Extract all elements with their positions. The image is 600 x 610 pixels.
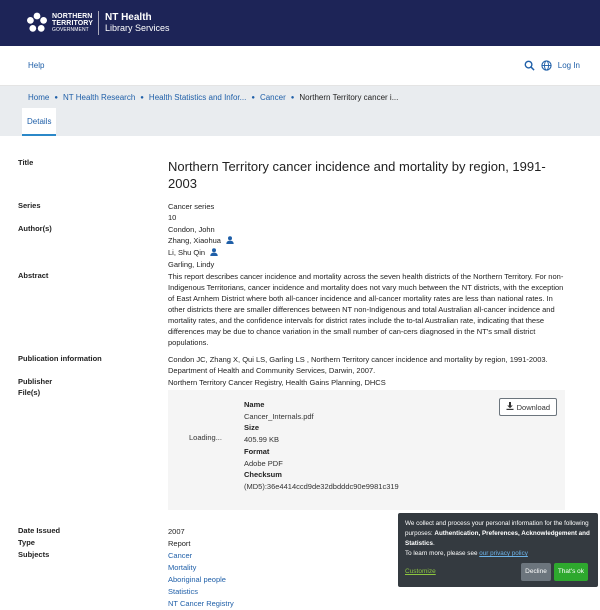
breadcrumb-cancer[interactable]: Cancer bbox=[259, 93, 286, 102]
cookie-privacy-line bbox=[405, 549, 591, 559]
series-value bbox=[168, 201, 214, 223]
brand-subtitle: Library Services bbox=[104, 23, 170, 33]
subject-link[interactable]: Cancer bbox=[168, 551, 193, 560]
breadcrumb-separator: ● bbox=[140, 94, 144, 101]
date-issued-value: 2007 bbox=[168, 527, 185, 536]
help-link[interactable]: Help bbox=[28, 61, 45, 70]
file-size: 405.99 KB bbox=[244, 435, 280, 445]
customize-link[interactable]: Customize bbox=[405, 568, 436, 575]
cookie-consent-banner bbox=[398, 513, 598, 587]
subject-link[interactable]: Mortality bbox=[168, 563, 197, 572]
site-brand[interactable] bbox=[105, 12, 170, 34]
abstract-label: Abstract bbox=[18, 271, 49, 280]
title-row bbox=[18, 158, 566, 192]
brand-title: NT Health bbox=[104, 12, 152, 23]
type-value: Report bbox=[168, 539, 191, 548]
author-name: Zhang, Xiaohua bbox=[168, 236, 221, 245]
cookie-message bbox=[405, 519, 591, 549]
authors-list bbox=[168, 224, 234, 270]
abstract-text: This report describes cancer incidence and mortality across the seven health districts of the Northern Territory. For non-Indigenous Territorians, cancer incidence and mortality does not vary much between the NT districts, with the exception of East Arnhem District where both all-cancer incidence and all-cancer mortality rates are less than national rates. In other districts there are smaller differences between NT non-Indigenous and total Australian all-cancer incidence and mortality rates, and the confidence intervals for district rates include the to-tal Australian rate, indicating that these differences may be due to chance variation in the small number of can-cers diagnosed in the NT's small district populations. bbox=[168, 272, 564, 347]
file-size-label: Size bbox=[244, 423, 260, 433]
title-label: Title bbox=[18, 158, 34, 167]
file-info bbox=[244, 399, 399, 493]
publisher-label: Publisher bbox=[18, 377, 53, 386]
person-icon[interactable] bbox=[210, 248, 218, 259]
privacy-policy-link[interactable]: our privacy policy bbox=[479, 550, 528, 557]
date-issued-label: Date Issued bbox=[18, 526, 61, 535]
author-item-with-profile bbox=[168, 247, 234, 259]
publisher-row bbox=[18, 377, 566, 388]
logo-line-1: NORTHERN bbox=[52, 13, 93, 20]
series-row bbox=[18, 201, 566, 223]
download-icon bbox=[506, 402, 514, 412]
subjects-list bbox=[168, 550, 234, 610]
nav-actions bbox=[524, 60, 580, 71]
breadcrumb bbox=[0, 86, 600, 136]
item-title: Northern Territory cancer incidence and mortality by region, 1991-2003 bbox=[168, 159, 546, 191]
file-format-label: Format bbox=[244, 446, 270, 456]
file-format: Adobe PDF bbox=[244, 458, 283, 468]
breadcrumb-separator: ● bbox=[251, 94, 255, 101]
cookie-buttons bbox=[521, 563, 588, 581]
thumbnail-loading: Loading... bbox=[189, 433, 222, 442]
file-name: Cancer_Internals.pdf bbox=[244, 411, 314, 421]
cookie-learn-more: To learn more, please see bbox=[405, 550, 480, 557]
header-divider bbox=[98, 11, 99, 35]
search-icon[interactable] bbox=[524, 60, 535, 71]
login-link[interactable]: Log In bbox=[557, 61, 580, 70]
cookie-actions bbox=[405, 563, 588, 581]
logo-text bbox=[52, 13, 93, 33]
download-label: Download bbox=[516, 402, 550, 412]
subjects-label: Subjects bbox=[18, 550, 50, 559]
breadcrumb-nt-health-research[interactable]: NT Health Research bbox=[62, 93, 136, 102]
publication-info-label: Publication information bbox=[18, 354, 102, 363]
download-button[interactable] bbox=[499, 398, 557, 416]
breadcrumb-separator: ● bbox=[54, 94, 58, 101]
series-name: Cancer series bbox=[168, 202, 215, 211]
breadcrumb-separator: ● bbox=[290, 94, 295, 101]
abstract-row bbox=[18, 271, 566, 348]
decline-button[interactable]: Decline bbox=[521, 563, 551, 581]
flower-logo-icon bbox=[26, 12, 48, 34]
authors-label: Author(s) bbox=[18, 224, 52, 233]
cookie-text-end: . bbox=[433, 540, 435, 547]
nt-government-logo[interactable] bbox=[26, 12, 93, 34]
series-label: Series bbox=[18, 201, 41, 210]
files-row bbox=[18, 388, 566, 510]
type-label: Type bbox=[18, 538, 35, 547]
navigation-bar bbox=[0, 46, 600, 86]
breadcrumb-list bbox=[28, 86, 572, 102]
file-panel bbox=[168, 390, 565, 510]
subject-link[interactable]: NT Cancer Registry bbox=[168, 599, 234, 608]
person-icon[interactable] bbox=[226, 236, 234, 247]
site-header bbox=[0, 0, 600, 46]
globe-icon[interactable] bbox=[541, 60, 552, 71]
author-item: Garling, Lindy bbox=[168, 260, 215, 269]
subject-link[interactable]: Aboriginal people bbox=[168, 575, 226, 584]
file-checksum: (MD5):36e4414ccd9de32dbdddc90e9981c319 bbox=[244, 481, 399, 491]
breadcrumb-home[interactable]: Home bbox=[28, 93, 50, 102]
author-item: Condon, John bbox=[168, 225, 215, 234]
file-name-label: Name bbox=[244, 400, 265, 409]
accept-button[interactable]: That's ok bbox=[554, 563, 588, 581]
author-name: Li, Shu Qin bbox=[168, 248, 206, 257]
series-number: 10 bbox=[168, 213, 177, 222]
breadcrumb-health-statistics[interactable]: Health Statistics and Infor... bbox=[148, 93, 247, 102]
author-item-with-profile bbox=[168, 235, 234, 247]
file-checksum-label: Checksum bbox=[244, 470, 282, 480]
publication-info-text: Condon JC, Zhang X, Qui LS, Garling LS , Northern Territory cancer incidence and mortality by region, 1991-2003. Department of Health and Community Services, Darwin, 2007. bbox=[168, 355, 548, 375]
publisher-text: Northern Territory Cancer Registry, Health Gains Planning, DHCS bbox=[168, 378, 386, 387]
logo-line-2: TERRITORY bbox=[52, 20, 93, 27]
files-label: File(s) bbox=[18, 388, 41, 397]
cookie-purposes: Authentication, Preferences, Acknowledgement and Statistics bbox=[405, 530, 590, 547]
breadcrumb-current: Northern Territory cancer i... bbox=[299, 93, 399, 102]
authors-row bbox=[18, 224, 566, 270]
publication-info-row bbox=[18, 354, 566, 376]
cookie-text: We collect and process your personal information for the following purposes: bbox=[405, 520, 589, 537]
logo-line-3: GOVERNMENT bbox=[52, 27, 89, 33]
tab-details[interactable]: Details bbox=[22, 108, 56, 136]
subject-link[interactable]: Statistics bbox=[168, 587, 199, 596]
